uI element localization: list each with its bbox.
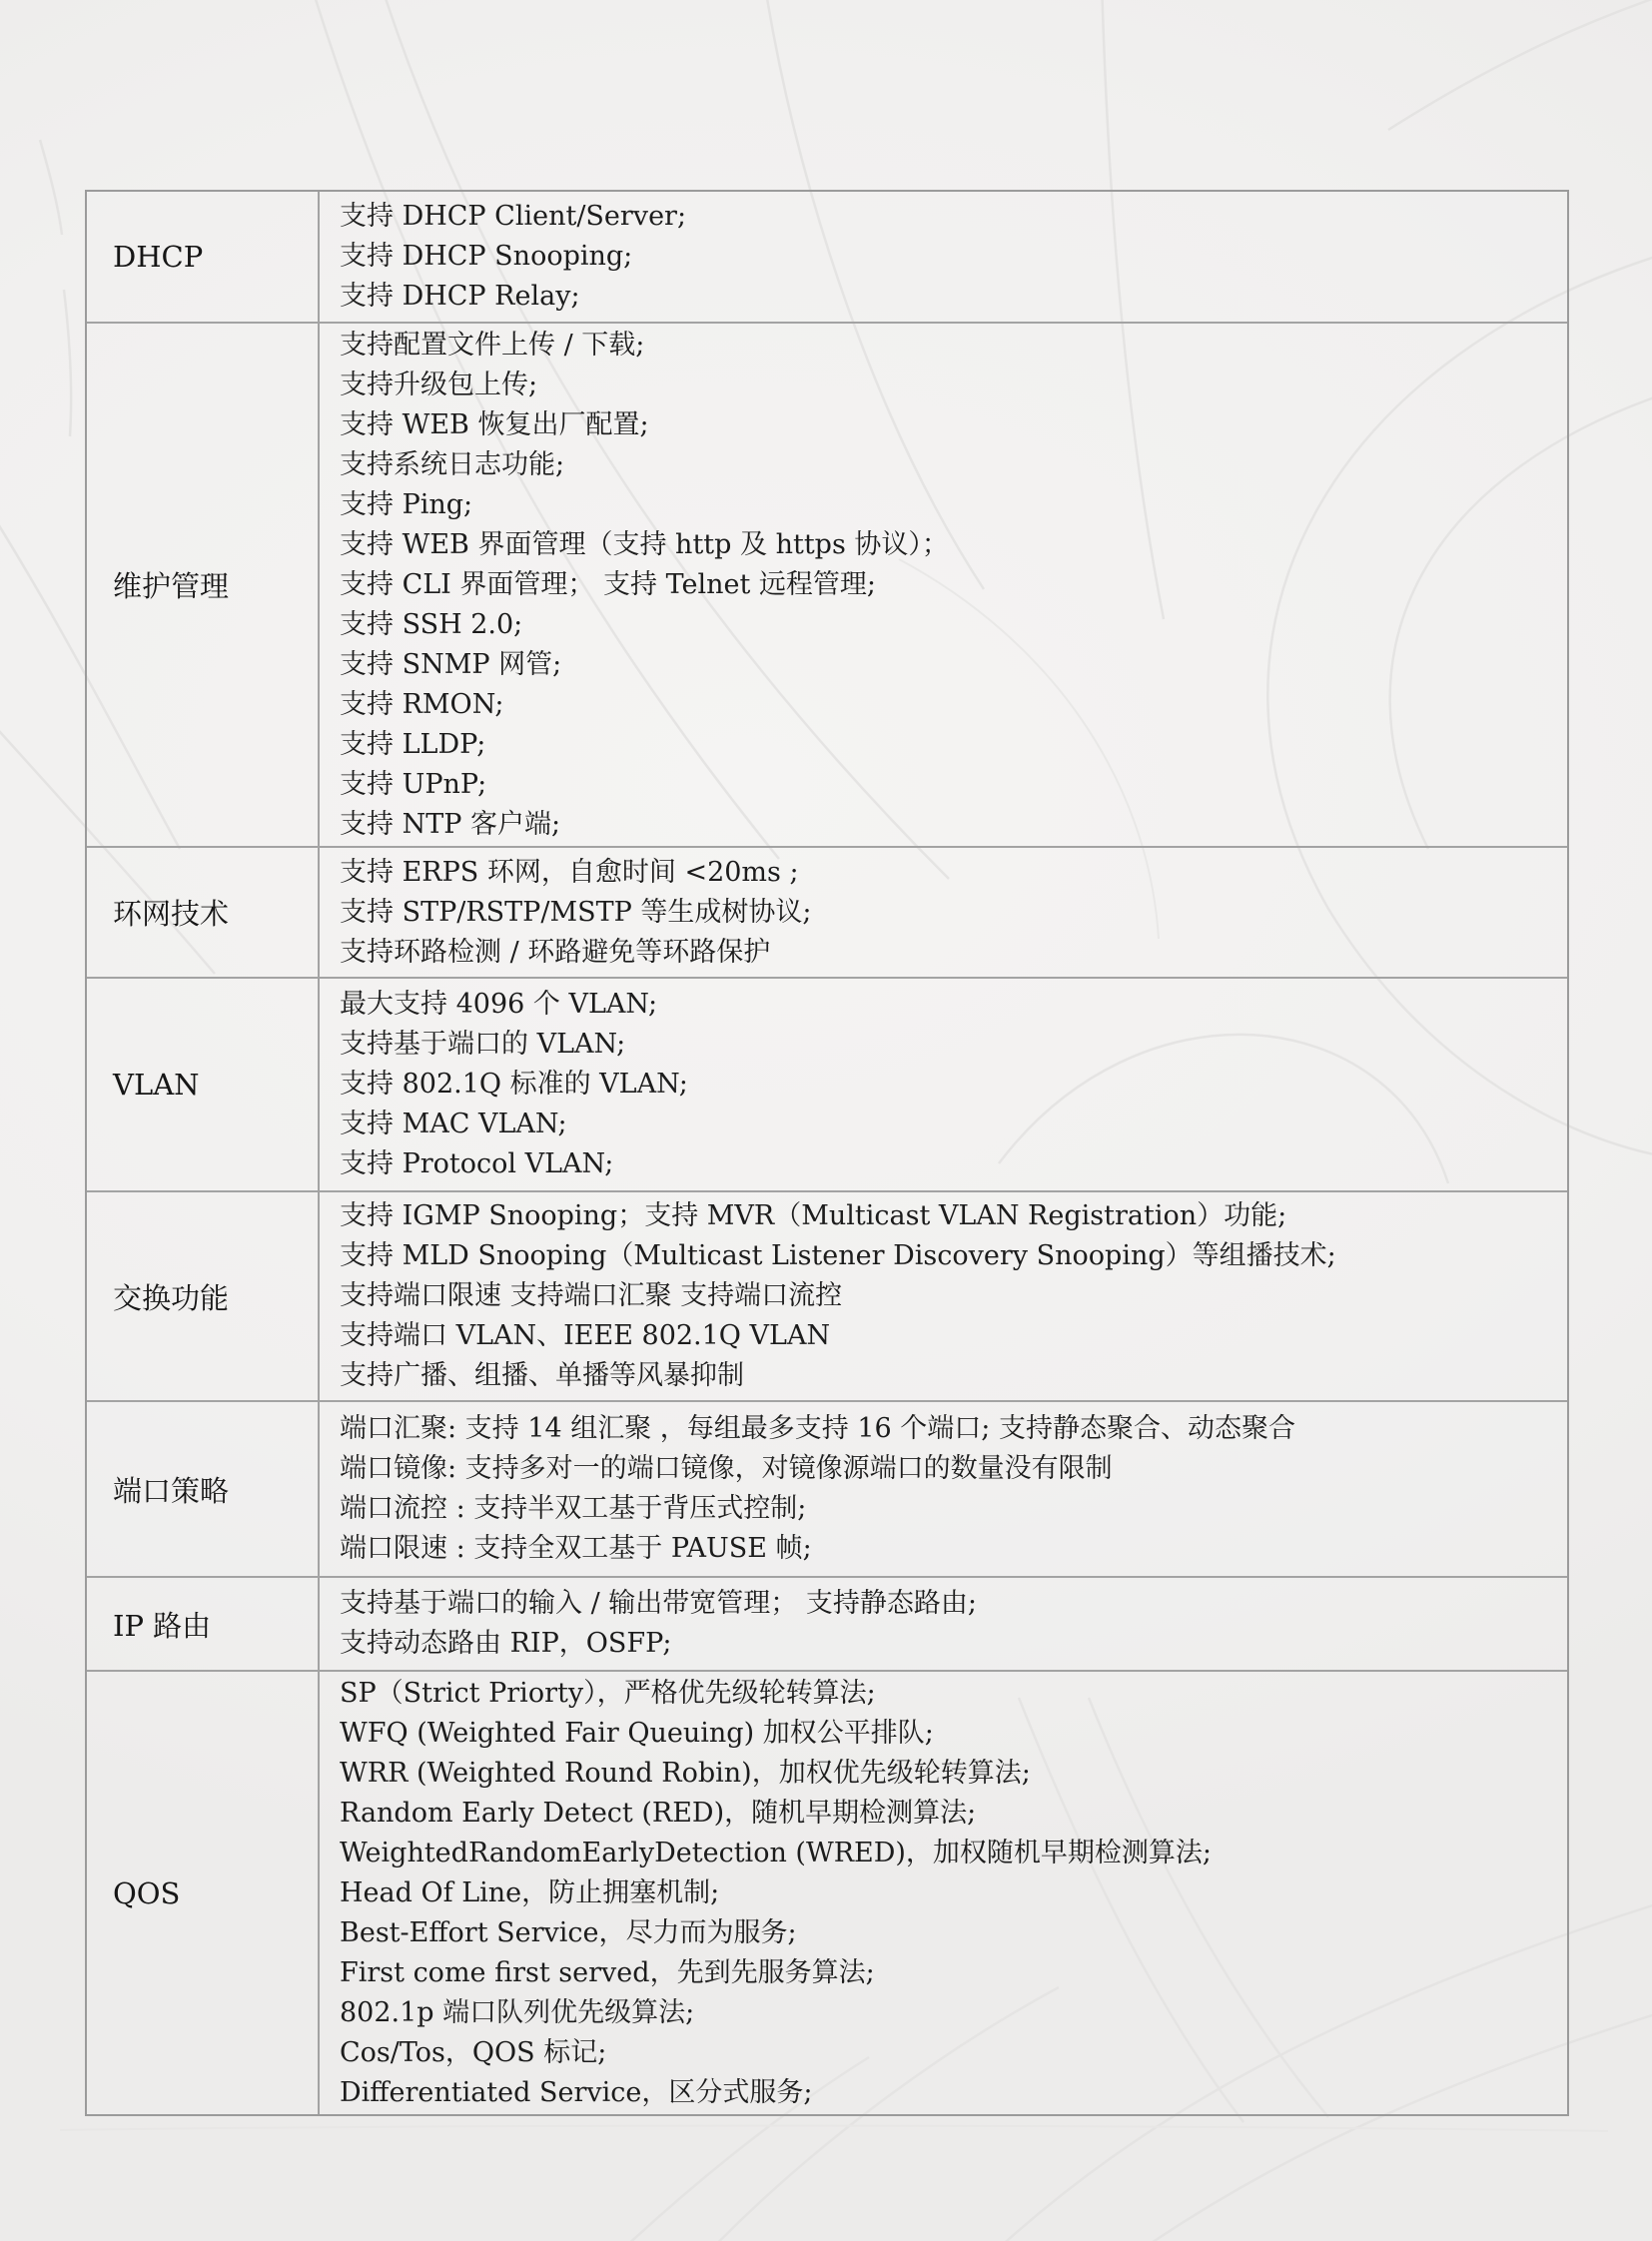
spec-line: 支持 STP/RSTP/MSTP 等生成树协议; <box>340 896 812 928</box>
row-content <box>320 1672 1567 2114</box>
spec-line: 支持 NTP 客户端; <box>340 808 561 840</box>
spec-line: First come first served，先到先服务算法; <box>340 1956 875 1988</box>
spec-line: 支持基于端口的 VLAN; <box>340 1029 626 1060</box>
spec-line: 支持 CLI 界面管理； 支持 Telnet 远程管理; <box>340 568 877 600</box>
spec-line: 支持升级包上传; <box>340 369 538 400</box>
spec-line: Random Early Detect (RED)，随机早期检测算法; <box>340 1797 977 1829</box>
row-content <box>320 848 1567 977</box>
table-row-port-policy <box>87 1402 1567 1578</box>
spec-line: 端口限速 : 支持全双工基于 PAUSE 帧; <box>340 1533 812 1564</box>
spec-table <box>85 190 1569 2116</box>
row-label: 端口策略 <box>87 1402 320 1576</box>
spec-line: WeightedRandomEarlyDetection (WRED)，加权随机早期检测算法; <box>340 1837 1213 1868</box>
table-row-ip-routing <box>87 1578 1567 1672</box>
spec-line: 支持配置文件上传 / 下载; <box>340 329 645 361</box>
row-label: 交换功能 <box>87 1192 320 1400</box>
spec-line: 支持 SSH 2.0; <box>340 608 523 640</box>
spec-line: 支持基于端口的输入 / 输出带宽管理； 支持静态路由; <box>340 1588 977 1619</box>
spec-line: 端口汇聚: 支持 14 组汇聚 ，每组最多支持 16 个端口; 支持静态聚合、动态聚合 <box>340 1413 1295 1444</box>
table-row-switching <box>87 1192 1567 1402</box>
table-row-vlan <box>87 979 1567 1192</box>
spec-line: 支持 802.1Q 标准的 VLAN; <box>340 1069 688 1100</box>
spec-line: 802.1p 端口队列优先级算法; <box>340 1996 695 2028</box>
spec-line: 支持 UPnP; <box>340 768 487 800</box>
spec-line: 支持 MLD Snooping（Multicast Listener Discovery Snooping）等组播技术; <box>340 1240 1336 1271</box>
spec-line: Cos/Tos，QOS 标记; <box>340 2036 607 2068</box>
spec-line: WRR (Weighted Round Robin)，加权优先级轮转算法; <box>340 1757 1031 1789</box>
spec-line: WFQ (Weighted Fair Queuing) 加权公平排队; <box>340 1717 934 1749</box>
spec-line: 端口流控 : 支持半双工基于背压式控制; <box>340 1493 807 1524</box>
table-row-dhcp <box>87 192 1567 324</box>
row-label: QOS <box>87 1672 320 2114</box>
spec-line: 最大支持 4096 个 VLAN; <box>340 989 658 1020</box>
spec-line: 支持 SNMP 网管; <box>340 648 562 680</box>
spec-line: Differentiated Service，区分式服务; <box>340 2076 813 2108</box>
spec-line: 支持 WEB 恢复出厂配置; <box>340 408 649 440</box>
row-label: VLAN <box>87 979 320 1190</box>
spec-line: 支持环路检测 / 环路避免等环路保护 <box>340 936 771 968</box>
row-content <box>320 979 1567 1190</box>
row-label: DHCP <box>87 192 320 322</box>
spec-line: 支持端口限速 支持端口汇聚 支持端口流控 <box>340 1280 843 1311</box>
table-row-qos <box>87 1672 1567 2114</box>
spec-line: 支持动态路由 RIP，OSFP; <box>340 1628 672 1659</box>
row-content <box>320 324 1567 846</box>
row-content <box>320 1192 1567 1400</box>
spec-line: 支持 Ping; <box>340 488 473 520</box>
spec-line: Best-Effort Service，尽力而为服务; <box>340 1916 797 1948</box>
spec-line: 支持 DHCP Snooping; <box>340 241 633 272</box>
spec-line: 支持 DHCP Client/Server; <box>340 201 687 232</box>
spec-line: 支持 RMON; <box>340 688 504 720</box>
table-row-maintenance <box>87 324 1567 848</box>
spec-line: 支持 ERPS 环网，自愈时间 <20ms ; <box>340 856 799 888</box>
spec-line: 支持广播、组播、单播等风暴抑制 <box>340 1360 744 1391</box>
spec-line: 支持端口 VLAN、IEEE 802.1Q VLAN <box>340 1320 831 1351</box>
spec-line: 支持 DHCP Relay; <box>340 281 580 312</box>
spec-line: SP（Strict Priorty），严格优先级轮转算法; <box>340 1677 876 1709</box>
row-content <box>320 1402 1567 1576</box>
spec-line: Head Of Line，防止拥塞机制; <box>340 1876 720 1908</box>
spec-line: 端口镜像: 支持多对一的端口镜像，对镜像源端口的数量没有限制 <box>340 1453 1113 1484</box>
spec-line: 支持 LLDP; <box>340 728 486 760</box>
row-content <box>320 192 1567 322</box>
row-label: 维护管理 <box>87 324 320 846</box>
row-label: 环网技术 <box>87 848 320 977</box>
spec-line: 支持 IGMP Snooping；支持 MVR（Multicast VLAN Registration）功能; <box>340 1200 1287 1231</box>
table-row-ring-network <box>87 848 1567 979</box>
spec-line: 支持 Protocol VLAN; <box>340 1148 614 1179</box>
spec-line: 支持 MAC VLAN; <box>340 1109 567 1139</box>
spec-line: 支持系统日志功能; <box>340 448 565 480</box>
spec-line: 支持 WEB 界面管理（支持 http 及 https 协议）； <box>340 528 949 560</box>
row-content <box>320 1578 1567 1670</box>
row-label: IP 路由 <box>87 1578 320 1670</box>
